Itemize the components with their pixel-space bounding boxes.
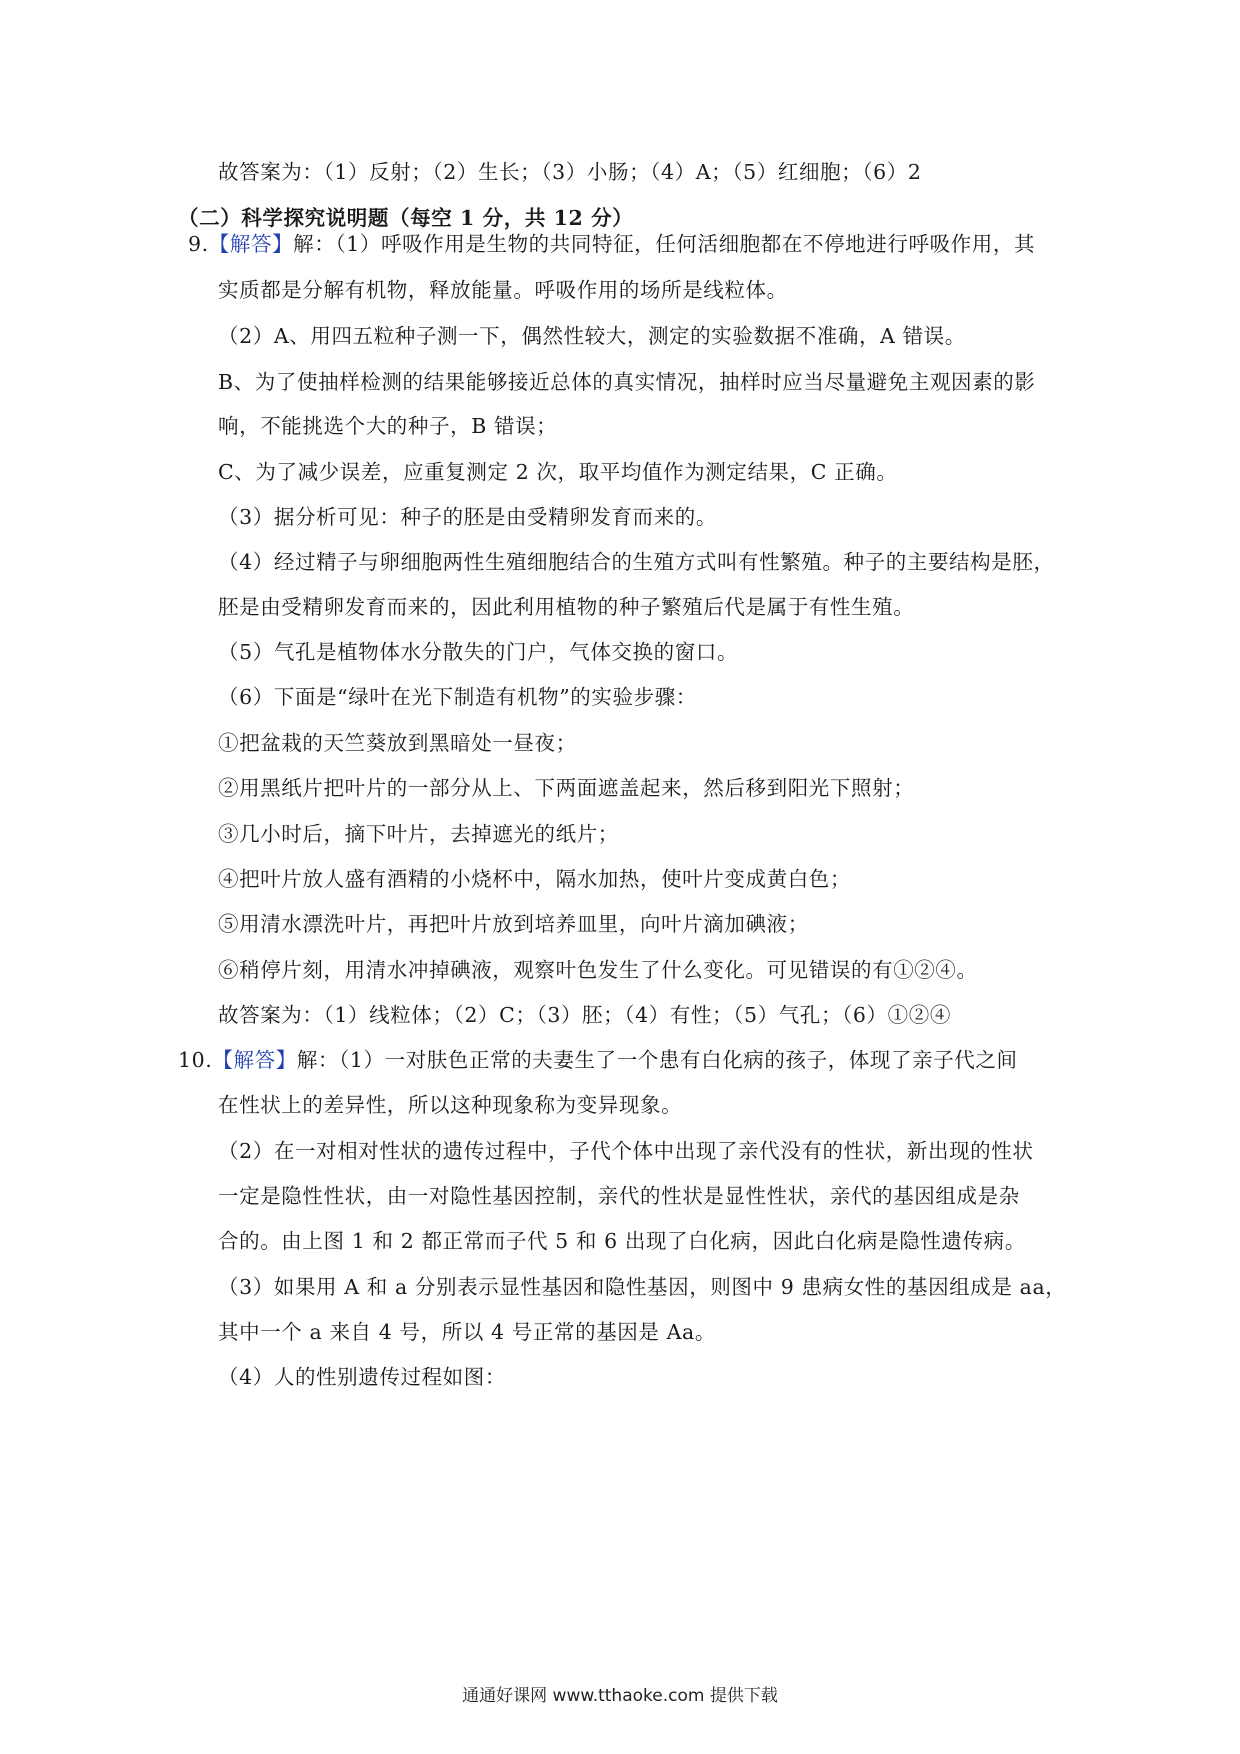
text-line: （2）A、用四五粒种子测一下，偶然性较大，测定的实验数据不准确，A 错误。 xyxy=(218,324,966,348)
answer-text: 解：（1）一对肤色正常的夫妻生了一个患有白化病的孩子，体现了亲子代之间 xyxy=(296,1048,1018,1072)
text-line: （4）经过精子与卵细胞两性生殖细胞结合的生殖方式叫有性繁殖。种子的主要结构是胚， xyxy=(218,550,1055,574)
text-line: 合的。由上图 1 和 2 都正常而子代 5 和 6 出现了白化病，因此白化病是隐性遗传病。 xyxy=(218,1229,1026,1253)
answer-text: 解：（1）呼吸作用是生物的共同特征，任何活细胞都在不停地进行呼吸作用，其 xyxy=(293,232,1036,256)
step-line: ⑤用清水漂洗叶片，再把叶片放到培养皿里，向叶片滴加碘液； xyxy=(218,912,809,936)
question-10-first-line xyxy=(178,1045,1070,1075)
text-line: （3）据分析可见：种子的胚是由受精卵发育而来的。 xyxy=(218,505,717,529)
text-line: （3）如果用 A 和 a 分别表示显性基因和隐性基因，则图中 9 患病女性的基因组成是 aa， xyxy=(218,1275,1067,1299)
text-line: 实质都是分解有机物，释放能量。呼吸作用的场所是线粒体。 xyxy=(218,278,788,302)
question-number: 9. xyxy=(188,232,209,256)
answer-line: 故答案为：（1）反射；（2）生长；（3）小肠；（4）A；（5）红细胞；（6）2 xyxy=(218,160,922,184)
answer-tag: 【解答】 xyxy=(208,232,294,256)
question-number: 10. xyxy=(178,1048,213,1072)
text-line: 在性状上的差异性，所以这种现象称为变异现象。 xyxy=(218,1093,683,1117)
step-line: ①把盆栽的天竺葵放到黑暗处一昼夜； xyxy=(218,731,577,755)
answer-tag: 【解答】 xyxy=(212,1048,297,1072)
text-line: 其中一个 a 来自 4 号，所以 4 号正常的基因是 Aa。 xyxy=(218,1320,716,1344)
step-line: ⑥稍停片刻，用清水冲掉碘液，观察叶色发生了什么变化。可见错误的有①②④。 xyxy=(218,958,978,982)
question-9-first-line xyxy=(188,229,1070,259)
page-footer: 通通好课网 www.tthaoke.com 提供下载 xyxy=(462,1686,778,1706)
text-line: C、为了减少误差，应重复测定 2 次，取平均值作为测定结果，C 正确。 xyxy=(218,460,898,484)
text-line: 一定是隐性性状，由一对隐性基因控制，亲代的性状是显性性状，亲代的基因组成是杂 xyxy=(218,1184,1020,1208)
text-line: （4）人的性别遗传过程如图： xyxy=(218,1365,506,1389)
text-line: （5）气孔是植物体水分散失的门户，气体交换的窗口。 xyxy=(218,640,739,664)
text-line: 胚是由受精卵发育而来的，因此利用植物的种子繁殖后代是属于有性生殖。 xyxy=(218,595,915,619)
text-line: 响，不能挑选个大的种子，B 错误； xyxy=(218,414,558,438)
text-line: （6）下面是“绿叶在光下制造有机物”的实验步骤： xyxy=(218,685,697,709)
text-line: B、为了使抽样检测的结果能够接近总体的真实情况，抽样时应当尽量避免主观因素的影 xyxy=(218,370,1036,394)
section-heading: （二）科学探究说明题（每空 1 分，共 12 分） xyxy=(178,206,634,230)
step-line: ②用黑纸片把叶片的一部分从上、下两面遮盖起来，然后移到阳光下照射； xyxy=(218,776,915,800)
answer-line: 故答案为：（1）线粒体；（2）C；（3）胚；（4）有性；（5）气孔；（6）①②④ xyxy=(218,1003,951,1027)
step-line: ③几小时后，摘下叶片，去掉遮光的纸片； xyxy=(218,822,619,846)
text-line: （2）在一对相对性状的遗传过程中，子代个体中出现了亲代没有的性状，新出现的性状 xyxy=(218,1139,1034,1163)
step-line: ④把叶片放人盛有酒精的小烧杯中，隔水加热，使叶片变成黄白色； xyxy=(218,867,851,891)
